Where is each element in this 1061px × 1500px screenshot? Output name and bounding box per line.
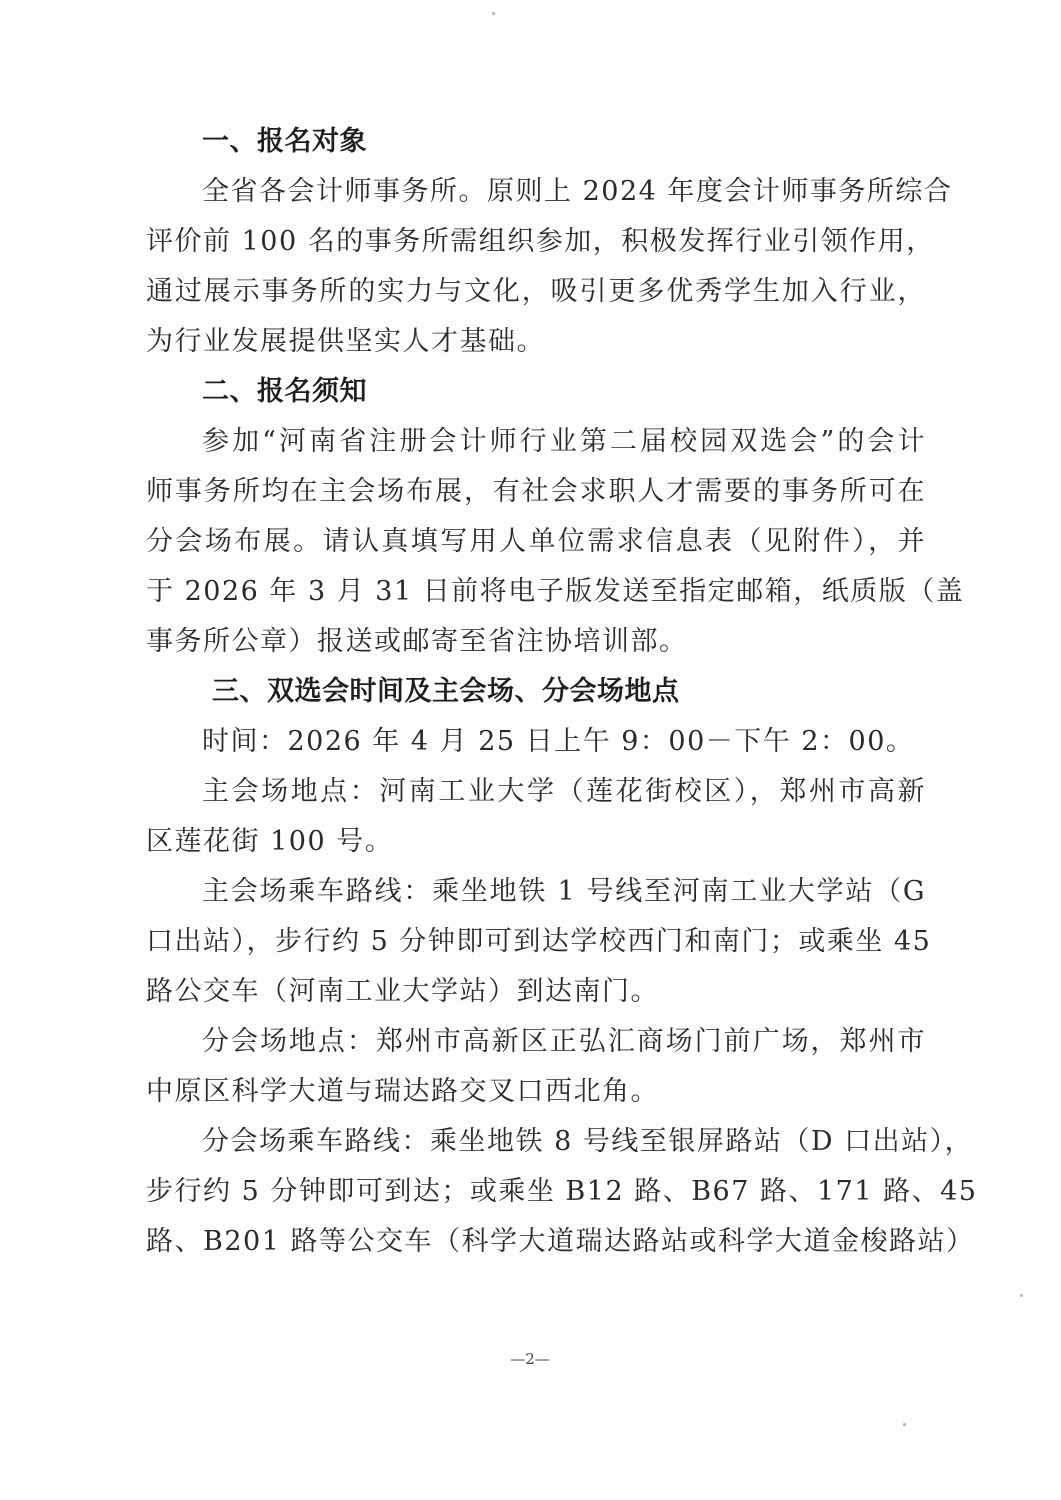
section-heading-3: 三、双选会时间及主会场、分会场地点 [212, 676, 680, 707]
scan-speck [1020, 1294, 1023, 1297]
section-heading-2: 二、报名须知 [202, 376, 367, 407]
paragraph-line: 为行业发展提供坚实人才基础。 [146, 326, 545, 357]
section-heading-1: 一、报名对象 [202, 126, 367, 157]
paragraph-line: 于 2026 年 3 月 31 日前将电子版发送至指定邮箱，纸质版（盖 [146, 576, 965, 607]
branch-venue-line: 分会场地点：郑州市高新区正弘汇商场门前广场，郑州市 [202, 1026, 926, 1057]
paragraph-line: 全省各会计师事务所。原则上 2024 年度会计师事务所综合 [202, 176, 953, 207]
paragraph-line: 参加“河南省注册会计师行业第二届校园双选会”的会计 [202, 426, 926, 457]
main-route-line: 主会场乘车路线：乘坐地铁 1 号线至河南工业大学站（G [202, 876, 926, 907]
paragraph-line: 通过展示事务所的实力与文化，吸引更多优秀学生加入行业， [146, 276, 926, 307]
paragraph-line: 事务所公章）报送或邮寄至省注协培训部。 [146, 626, 688, 657]
paragraph-line: 师事务所均在主会场布展，有社会求职人才需要的事务所可在 [146, 476, 926, 507]
main-route-line: 路公交车（河南工业大学站）到达南门。 [146, 976, 659, 1007]
branch-route-line: 路、B201 路等公交车（科学大道瑞达路站或科学大道金梭路站） [146, 1226, 975, 1257]
scan-speck [903, 1423, 906, 1426]
branch-route-line: 分会场乘车路线：乘坐地铁 8 号线至银屏路站（D 口出站）， [202, 1126, 974, 1157]
branch-venue-line: 中原区科学大道与瑞达路交叉口西北角。 [146, 1076, 659, 1107]
page-number: —2— [510, 1350, 550, 1368]
main-venue-line: 主会场地点：河南工业大学（莲花街校区），郑州市高新 [202, 776, 926, 807]
event-time: 时间：2026 年 4 月 25 日上午 9：00－下午 2：00。 [202, 726, 915, 757]
main-route-line: 口出站），步行约 5 分钟即可到达学校西门和南门；或乘坐 45 [146, 926, 932, 957]
main-venue-line: 区莲花街 100 号。 [146, 826, 394, 857]
paragraph-line: 分会场布展。请认真填写用人单位需求信息表（见附件），并 [146, 526, 926, 557]
branch-route-line: 步行约 5 分钟即可到达；或乘坐 B12 路、B67 路、171 路、45 [146, 1176, 978, 1207]
scan-speck [492, 12, 495, 15]
paragraph-line: 评价前 100 名的事务所需组织参加，积极发挥行业引领作用， [146, 226, 935, 257]
